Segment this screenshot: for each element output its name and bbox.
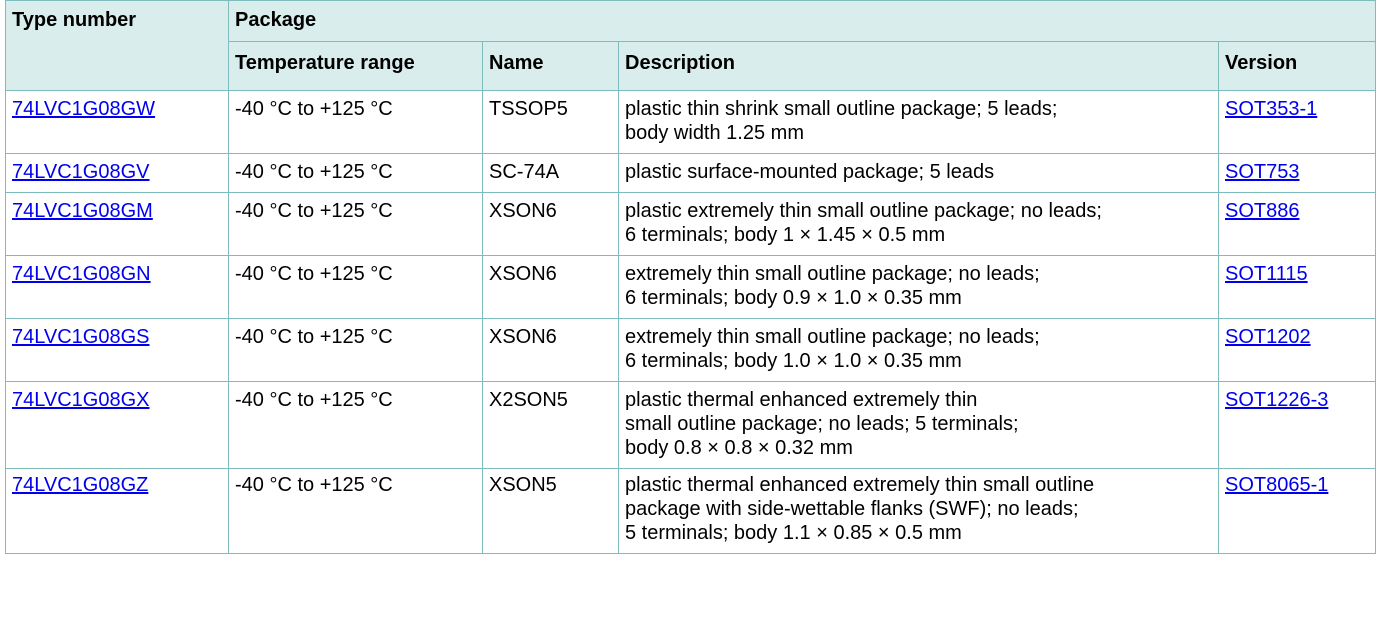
- table-row: [6, 319, 1376, 382]
- type-number-cell: [6, 469, 229, 554]
- version-cell: [1219, 382, 1376, 469]
- version-cell: [1219, 91, 1376, 154]
- version-link[interactable]: SOT753: [1225, 161, 1300, 183]
- header-name: Name: [483, 42, 619, 91]
- version-link[interactable]: SOT1202: [1225, 326, 1311, 348]
- type-number-link[interactable]: 74LVC1G08GV: [12, 161, 150, 183]
- header-type-number: Type number: [6, 1, 229, 91]
- version-cell: [1219, 319, 1376, 382]
- temperature-cell: -40 °C to +125 °C: [229, 469, 483, 554]
- type-number-cell: [6, 256, 229, 319]
- temperature-cell: -40 °C to +125 °C: [229, 319, 483, 382]
- type-number-link[interactable]: 74LVC1G08GS: [12, 326, 150, 348]
- table-row: [6, 193, 1376, 256]
- package-name-cell: XSON5: [483, 469, 619, 554]
- type-number-cell: [6, 382, 229, 469]
- package-name-cell: X2SON5: [483, 382, 619, 469]
- ordering-table: [5, 0, 1376, 554]
- type-number-cell: [6, 319, 229, 382]
- type-number-link[interactable]: 74LVC1G08GM: [12, 200, 153, 222]
- version-link[interactable]: SOT886: [1225, 200, 1300, 222]
- table-row: [6, 469, 1376, 554]
- type-number-cell: [6, 193, 229, 256]
- version-link[interactable]: SOT353-1: [1225, 98, 1318, 120]
- temperature-cell: -40 °C to +125 °C: [229, 154, 483, 193]
- version-link[interactable]: SOT1226-3: [1225, 389, 1329, 411]
- temperature-cell: -40 °C to +125 °C: [229, 91, 483, 154]
- table-row: [6, 154, 1376, 193]
- description-cell: extremely thin small outline package; no leads; 6 terminals; body 0.9 × 1.0 × 0.35 mm: [619, 256, 1219, 319]
- description-cell: plastic thermal enhanced extremely thin small outline package with side-wettable flanks (SWF); no leads; 5 terminals; body 1.1 × 0.85 × 0.5 mm: [619, 469, 1219, 554]
- version-cell: [1219, 256, 1376, 319]
- package-name-cell: SC-74A: [483, 154, 619, 193]
- table-row: [6, 91, 1376, 154]
- header-version: Version: [1219, 42, 1376, 91]
- package-name-cell: XSON6: [483, 319, 619, 382]
- version-cell: [1219, 469, 1376, 554]
- table-row: [6, 382, 1376, 469]
- version-link[interactable]: SOT8065-1: [1225, 474, 1329, 496]
- type-number-cell: [6, 91, 229, 154]
- header-row-top: [6, 1, 1376, 42]
- version-link[interactable]: SOT1115: [1225, 263, 1308, 285]
- table-row: [6, 256, 1376, 319]
- header-description: Description: [619, 42, 1219, 91]
- header-temperature-range: Temperature range: [229, 42, 483, 91]
- package-name-cell: XSON6: [483, 256, 619, 319]
- version-cell: [1219, 154, 1376, 193]
- description-cell: plastic thermal enhanced extremely thin small outline package; no leads; 5 terminals; body 0.8 × 0.8 × 0.32 mm: [619, 382, 1219, 469]
- header-package: Package: [229, 1, 1376, 42]
- description-cell: extremely thin small outline package; no leads; 6 terminals; body 1.0 × 1.0 × 0.35 mm: [619, 319, 1219, 382]
- description-cell: plastic surface-mounted package; 5 leads: [619, 154, 1219, 193]
- package-name-cell: TSSOP5: [483, 91, 619, 154]
- temperature-cell: -40 °C to +125 °C: [229, 256, 483, 319]
- description-cell: plastic extremely thin small outline package; no leads; 6 terminals; body 1 × 1.45 × 0.5 mm: [619, 193, 1219, 256]
- package-name-cell: XSON6: [483, 193, 619, 256]
- type-number-cell: [6, 154, 229, 193]
- temperature-cell: -40 °C to +125 °C: [229, 193, 483, 256]
- type-number-link[interactable]: 74LVC1G08GW: [12, 98, 156, 120]
- description-cell: plastic thin shrink small outline package; 5 leads; body width 1.25 mm: [619, 91, 1219, 154]
- type-number-link[interactable]: 74LVC1G08GX: [12, 389, 150, 411]
- type-number-link[interactable]: 74LVC1G08GN: [12, 263, 151, 285]
- type-number-link[interactable]: 74LVC1G08GZ: [12, 474, 149, 496]
- temperature-cell: -40 °C to +125 °C: [229, 382, 483, 469]
- version-cell: [1219, 193, 1376, 256]
